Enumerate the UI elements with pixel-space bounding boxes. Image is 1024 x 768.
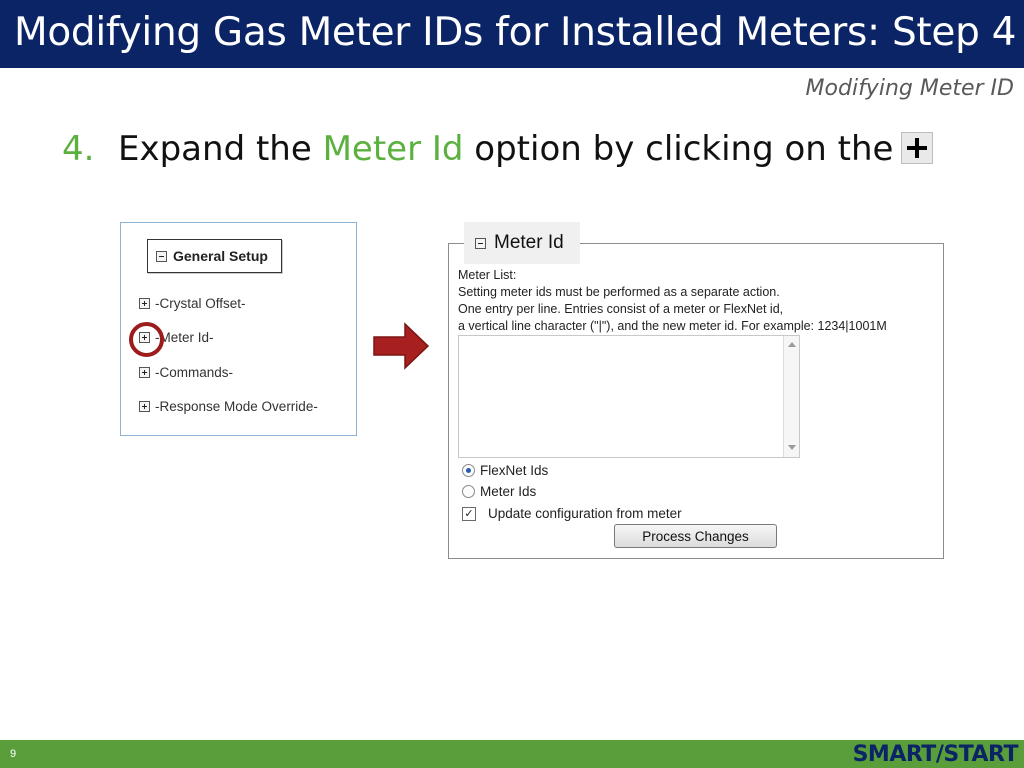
radio-meter-ids[interactable] xyxy=(462,484,536,499)
title-bar xyxy=(0,0,1024,68)
radio-label: Meter Ids xyxy=(480,484,537,499)
radio-flexnet-ids[interactable] xyxy=(462,463,548,478)
tree-item-crystal-offset[interactable] xyxy=(139,296,246,311)
info-line: a vertical line character ("|"), and the new meter id. For example: 1234|1001M xyxy=(458,319,887,333)
meter-list-instructions xyxy=(458,267,887,335)
logo-flag-icon: / xyxy=(935,742,944,767)
plus-box-icon xyxy=(901,132,933,164)
meter-id-legend[interactable] xyxy=(464,222,580,264)
step-text-after: option by clicking on the xyxy=(463,129,894,169)
process-changes-button[interactable]: Process Changes xyxy=(614,524,777,548)
slide-subtitle: Modifying Meter ID xyxy=(805,76,1014,101)
checkbox[interactable]: ✓ xyxy=(462,507,476,521)
update-config-checkbox[interactable] xyxy=(462,506,682,521)
step-number: 4. xyxy=(62,129,95,169)
scroll-up-icon[interactable] xyxy=(788,342,796,347)
slide-title: Modifying Gas Meter IDs for Installed Meters: Step 4 xyxy=(14,10,1017,55)
textarea-scrollbar[interactable] xyxy=(783,336,799,457)
scroll-down-icon[interactable] xyxy=(788,445,796,450)
expand-icon[interactable] xyxy=(139,401,150,412)
info-line: One entry per line. Entries consist of a meter or FlexNet id, xyxy=(458,302,784,316)
expand-icon[interactable] xyxy=(139,298,150,309)
radio-button[interactable] xyxy=(462,464,475,477)
step-text-before: Expand the xyxy=(118,129,323,169)
step-highlight: Meter Id xyxy=(322,129,464,169)
highlight-circle xyxy=(129,322,164,357)
smartstart-logo: SMART/START xyxy=(852,742,1018,767)
collapse-icon[interactable] xyxy=(475,238,486,249)
meter-id-legend-label: Meter Id xyxy=(494,232,564,253)
step-instruction xyxy=(62,129,933,169)
radio-label: FlexNet Ids xyxy=(480,463,549,478)
expand-icon[interactable] xyxy=(139,367,150,378)
general-setup-label: General Setup xyxy=(173,248,268,264)
tree-item-label: -Crystal Offset- xyxy=(155,296,246,311)
checkbox-label: Update configuration from meter xyxy=(488,506,682,521)
tree-item-label: -Response Mode Override- xyxy=(155,399,318,414)
info-line: Meter List: xyxy=(458,268,517,282)
tree-item-label: -Commands- xyxy=(155,365,234,380)
tree-item-response-mode-override[interactable] xyxy=(139,399,318,414)
general-setup-header[interactable] xyxy=(147,239,282,273)
collapse-icon[interactable] xyxy=(156,251,167,262)
right-arrow-icon xyxy=(372,322,430,370)
radio-button[interactable] xyxy=(462,485,475,498)
meter-list-textarea[interactable] xyxy=(458,335,800,458)
info-line: Setting meter ids must be performed as a separate action. xyxy=(458,285,780,299)
footer-bar xyxy=(0,740,1024,768)
tree-item-label: -Meter Id- xyxy=(155,330,214,345)
page-number: 9 xyxy=(10,748,17,760)
tree-item-commands[interactable] xyxy=(139,365,233,380)
